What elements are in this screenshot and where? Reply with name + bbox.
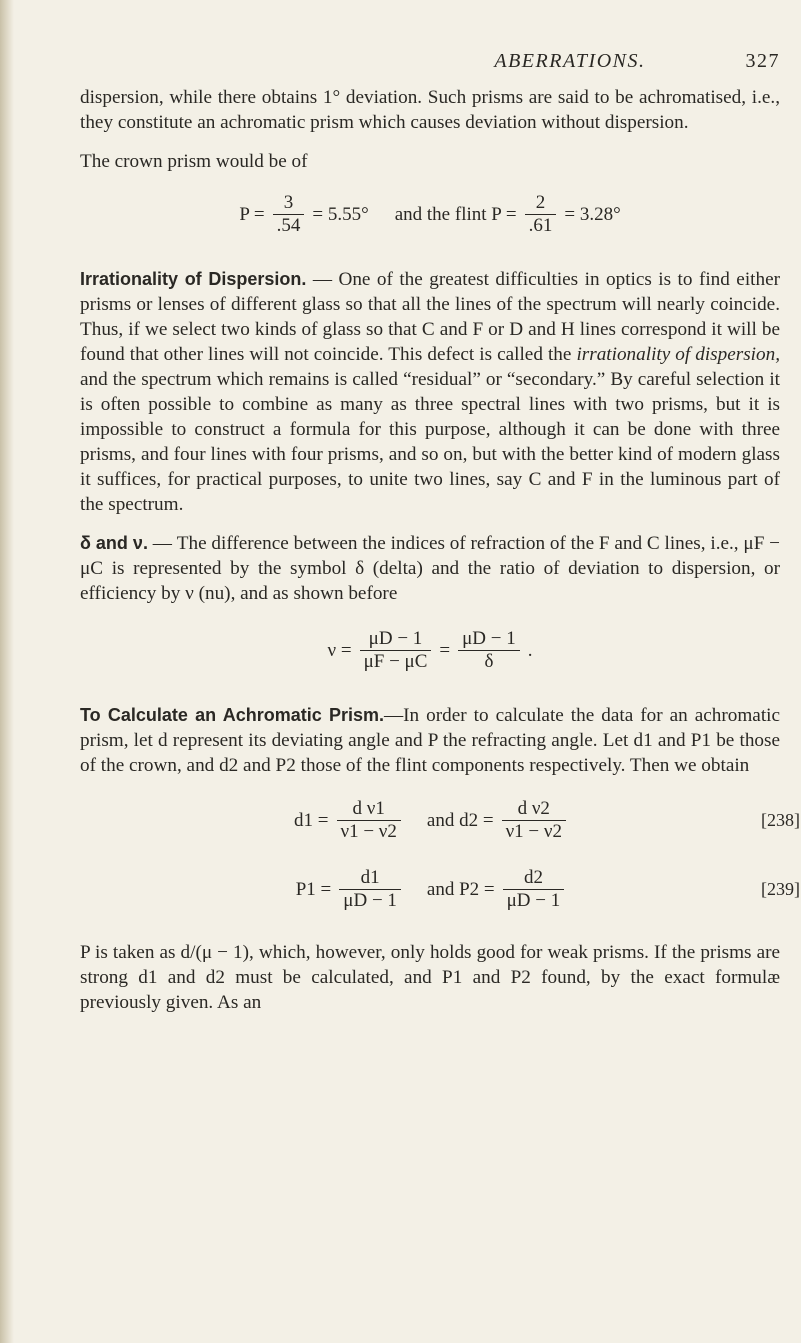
eq1-result-flint: = 3.28° bbox=[564, 203, 621, 225]
equation-238: d1 = $\frac{\text{d ν1}}{\nu 1 - \nu 2}$ and d2 = $\frac{\text{d ν2}}{\nu 1 - \nu 2}$ [238] bbox=[294, 798, 800, 842]
irrationality-paragraph: Irrationality of Dispersion. — One of the greatest difficulties in optics is to find either prisms or lenses of different glass so that all the lines of the spectrum will nearly coincide. Thus, if we select two kinds of glass so that C and F or D and H lines correspond it will be found that other lines will not coincide. This defect is called the irrationality of dispersion, and the spectrum which remains is called “residual” or “secondary.” By careful selection it is often possible to combine as many as three spectral lines with two prisms, but it is impossible to construct a formula for this purpose, although it can be done with three prisms, and four lines with four prisms, and so on, but with the better kind of modern glass it suffices, for practical purposes, to unite two lines, say C and F in the luminous part of the spectrum. bbox=[80, 269, 780, 515]
equation-nu: ν = $\frac{\mu D - 1}{\mu F - \mu C}$ = $\frac{\mu D - 1}{\delta}$ . bbox=[327, 628, 533, 672]
page-number: 327 bbox=[745, 50, 780, 72]
equation-number: [239] bbox=[761, 879, 800, 899]
running-title: ABERRATIONS. bbox=[494, 50, 646, 72]
eq1-fraction-crown: $\frac{3}{.54}$ bbox=[273, 192, 305, 237]
equation-number: [238] bbox=[761, 810, 800, 830]
equation-239: P1 = $\frac{d1}{\mu D - 1}$ and P2 = $\frac{d2}{\mu D - 1}$ [239] bbox=[295, 867, 800, 911]
book-spine-shadow bbox=[0, 0, 14, 1343]
eq1-mid-text: and the flint P = bbox=[394, 203, 517, 225]
eq1-fraction-flint: $\frac{2}{.61}$ bbox=[525, 192, 557, 237]
equation-prism-angles bbox=[80, 192, 780, 237]
closing-paragraph: P is taken as d/(μ − 1), which, however, only holds good for weak prisms. If the prisms are strong d1 and d2 must be calculated, and P1 and P2 found, by the exact formulæ previously given. As an bbox=[80, 942, 780, 1013]
achromatic-prism-paragraph: To Calculate an Achromatic Prism.—In order to calculate the data for an achromatic prism, let d represent its deviating angle and P the refracting angle. Let d1 and P1 be those of the crown, and d2 and P2 those of the flint components respectively. Then we obtain bbox=[80, 705, 780, 776]
intro-paragraph: dispersion, while there obtains 1° deviation. Such prisms are said to be achromatised, i.e., they constitute an achromatic prism which causes deviation without dispersion. bbox=[80, 87, 780, 133]
book-page bbox=[80, 50, 800, 1015]
eq1-lhs: P = bbox=[239, 203, 265, 225]
page-header bbox=[80, 50, 780, 73]
irrationality-heading: Irrationality of Dispersion. bbox=[80, 269, 307, 289]
delta-nu-paragraph: δ and ν. — The difference between the indices of refraction of the F and C lines, i.e., μF − μC is represented by the symbol δ (delta) and the ratio of deviation to dispersion, or efficiency by ν (nu), and as shown before bbox=[80, 533, 780, 604]
achromatic-prism-heading: To Calculate an Achromatic Prism. bbox=[80, 705, 384, 725]
delta-nu-heading: δ and ν. bbox=[80, 533, 148, 553]
crown-prism-line: The crown prism would be of bbox=[80, 151, 308, 172]
eq1-result-crown: = 5.55° bbox=[312, 203, 369, 225]
